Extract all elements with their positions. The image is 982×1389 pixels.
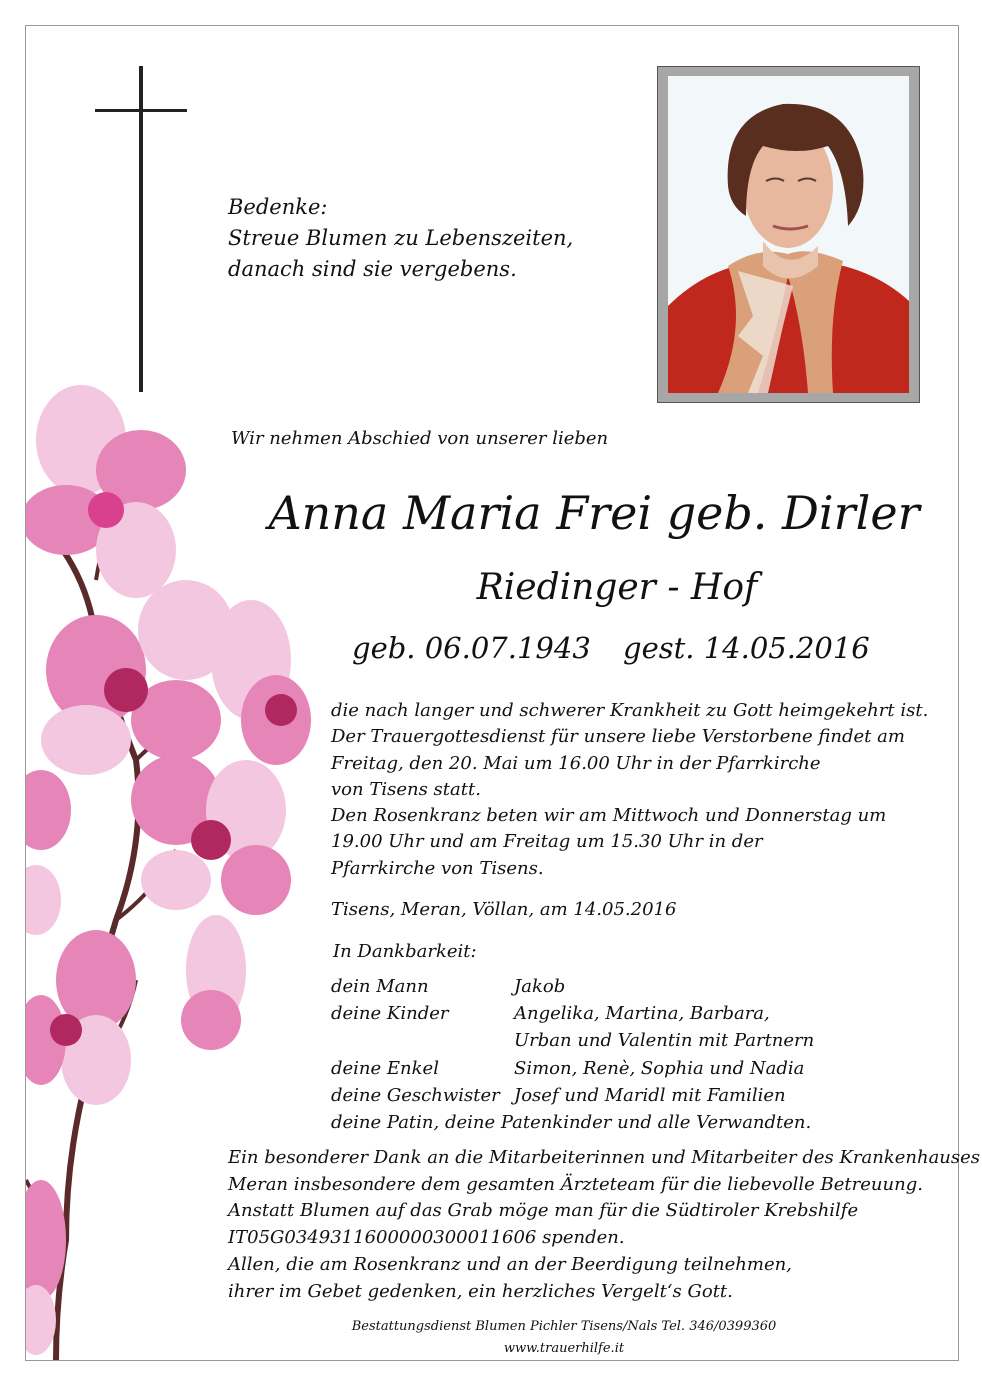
announcement-line: die nach langer und schwerer Krankheit zu Gott heimgekehrt ist. xyxy=(331,700,929,721)
footer-company-text: Bestattungsdienst Blumen Pichler Tisens/Nals Tel. 346/0399360 xyxy=(351,1319,777,1334)
place-date: Tisens, Meran, Völlan, am 14.05.2016 xyxy=(331,899,677,920)
thanks-heading: In Dankbarkeit: xyxy=(333,941,477,962)
cross-icon-bar xyxy=(95,109,187,112)
cross-icon xyxy=(139,66,143,392)
family-row xyxy=(331,1109,891,1136)
closing-text xyxy=(228,1145,980,1305)
closing-line: IT05G0349311600000300011606 spenden. xyxy=(228,1227,625,1249)
family-relation: deine Enkel xyxy=(331,1057,439,1079)
portrait-frame xyxy=(657,66,920,403)
announcement-text xyxy=(331,698,928,882)
family-relation: deine Kinder xyxy=(331,1003,449,1025)
family-relation: deine Geschwister xyxy=(331,1084,500,1106)
quote-block xyxy=(228,192,573,285)
footer-company xyxy=(0,1319,982,1334)
intro-text: Wir nehmen Abschied von unserer lieben xyxy=(231,428,609,449)
announcement-line: Der Trauergottesdienst für unsere liebe Verstorbene findet am xyxy=(331,726,905,748)
family-relation: dein Mann xyxy=(331,976,429,997)
family-names: Angelika, Martina, Barbara, xyxy=(514,1003,770,1025)
family-row xyxy=(331,1027,891,1054)
farm-name-text: Riedinger - Hof xyxy=(476,567,758,608)
orchid-flower xyxy=(211,600,311,765)
deceased-name xyxy=(0,486,982,540)
closing-line: ihrer im Gebet gedenken, ein herzliches Vergelt‘s Gott. xyxy=(228,1280,733,1302)
family-names: Simon, Renè, Sophia und Nadia xyxy=(514,1057,805,1079)
announcement-line: Freitag, den 20. Mai um 16.00 Uhr in der Pfarrkirche xyxy=(331,752,821,774)
quote-line: Streue Blumen zu Lebenszeiten, xyxy=(228,226,574,250)
closing-line: Meran insbesondere dem gesamten Ärzteteam für die liebevolle Betreuung. xyxy=(228,1173,923,1195)
portrait-photo xyxy=(668,76,909,393)
family-row xyxy=(331,1055,891,1082)
closing-line: Allen, die am Rosenkranz und an der Beerdigung teilnehmen, xyxy=(228,1253,792,1275)
family-row xyxy=(331,1082,891,1109)
birth-date: geb. 06.07.1943 xyxy=(352,631,591,665)
announcement-line: Pfarrkirche von Tisens. xyxy=(331,857,544,879)
quote-line: danach sind sie vergebens. xyxy=(228,257,517,281)
orchid-flower xyxy=(26,930,136,1105)
orchid-flower xyxy=(41,580,234,775)
footer-website[interactable] xyxy=(0,1341,982,1356)
portrait-image xyxy=(668,76,909,393)
death-date: gest. 14.05.2016 xyxy=(623,631,870,665)
quote-line: Bedenke: xyxy=(228,195,328,219)
announcement-line: Den Rosenkranz beten wir am Mittwoch und Donnerstag um xyxy=(331,805,887,827)
family-relation: deine Patin, deine Patenkinder und alle Verwandten. xyxy=(331,1111,812,1133)
orchid-flower xyxy=(181,915,246,1050)
announcement-line: von Tisens statt. xyxy=(331,778,481,800)
family-names: Jakob xyxy=(514,976,566,997)
family-names: Urban und Valentin mit Partnern xyxy=(514,1030,815,1052)
closing-line: Ein besonderer Dank an die Mitarbeiterinnen und Mitarbeiter des Krankenhauses xyxy=(228,1147,981,1168)
farm-name xyxy=(0,567,982,608)
footer-website-link[interactable]: www.trauerhilfe.it xyxy=(503,1341,625,1356)
orchid-flower xyxy=(26,770,71,935)
orchid-flower xyxy=(131,755,291,915)
family-row xyxy=(331,973,891,1000)
family-row xyxy=(331,1000,891,1027)
family-list xyxy=(331,973,891,1136)
announcement-line: 19.00 Uhr und am Freitag um 15.30 Uhr in der xyxy=(331,831,763,853)
deceased-name-text: Anna Maria Frei geb. Dirler xyxy=(268,486,920,540)
closing-line: Anstatt Blumen auf das Grab möge man für die Südtiroler Krebshilfe xyxy=(228,1200,859,1222)
family-names: Josef und Maridl mit Familien xyxy=(514,1084,786,1106)
